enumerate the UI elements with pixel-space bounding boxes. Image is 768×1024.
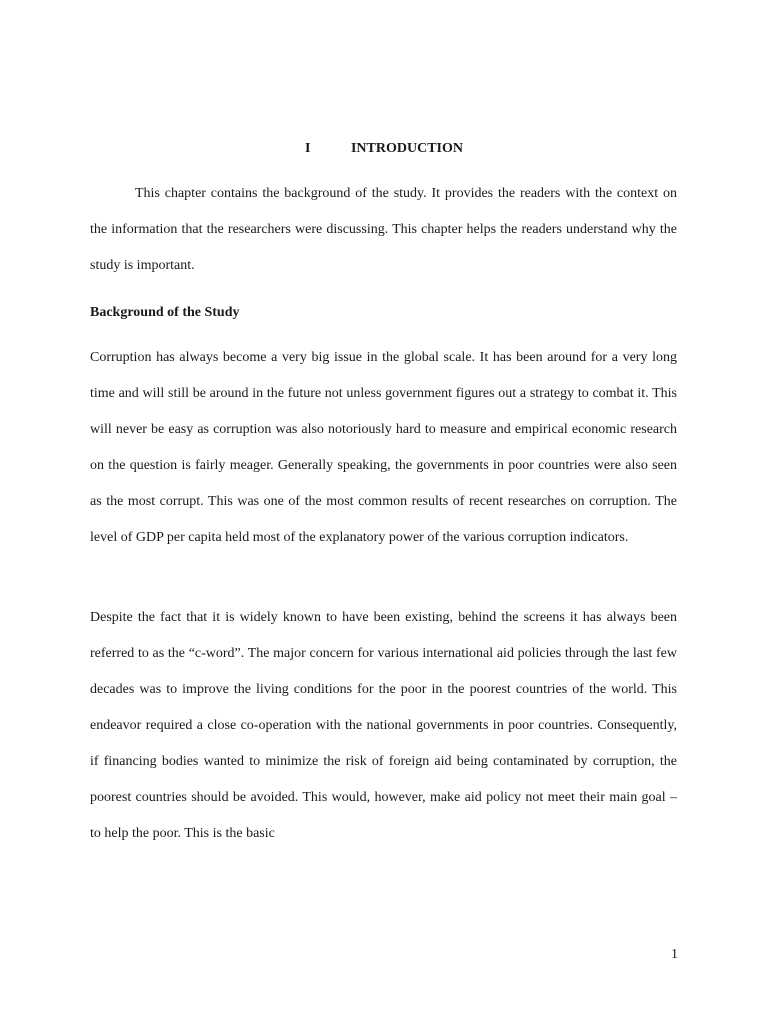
page-number: 1 <box>671 947 678 962</box>
section-heading: Background of the Study <box>90 305 240 320</box>
body-paragraph-1: Corruption has always become a very big issue in the global scale. It has been around for a very long time and will still be around in the future not unless government figures out a strategy to combat it. This will never be easy as corruption was also notoriously hard to measure and empirical economic research on the question is fairly meager. Generally speaking, the governments in poor countries were also seen as the most corrupt. This was one of the most common results of recent researches on corruption. The level of GDP per capita held most of the explanatory power of the various corruption indicators. <box>90 350 677 545</box>
body-paragraph-2: Despite the fact that it is widely known to have been existing, behind the screens it has always been referred to as the “c-word”. The major concern for various international aid policies through the last few decades was to improve the living conditions for the poor in the poorest countries of the world. This endeavor required a close co-operation with the national governments in poor countries. Consequently, if financing bodies wanted to minimize the risk of foreign aid being contaminated by corruption, the poorest countries should be avoided. This would, however, make aid policy not meet their main goal – to help the poor. This is the basic <box>90 610 677 841</box>
intro-paragraph: This chapter contains the background of the study. It provides the readers with the context on the information that the researchers were discussing. This chapter helps the readers understand why the study is important. <box>90 186 677 273</box>
chapter-heading <box>0 140 768 158</box>
chapter-number: I <box>304 141 311 156</box>
chapter-title: INTRODUCTION <box>350 141 463 156</box>
